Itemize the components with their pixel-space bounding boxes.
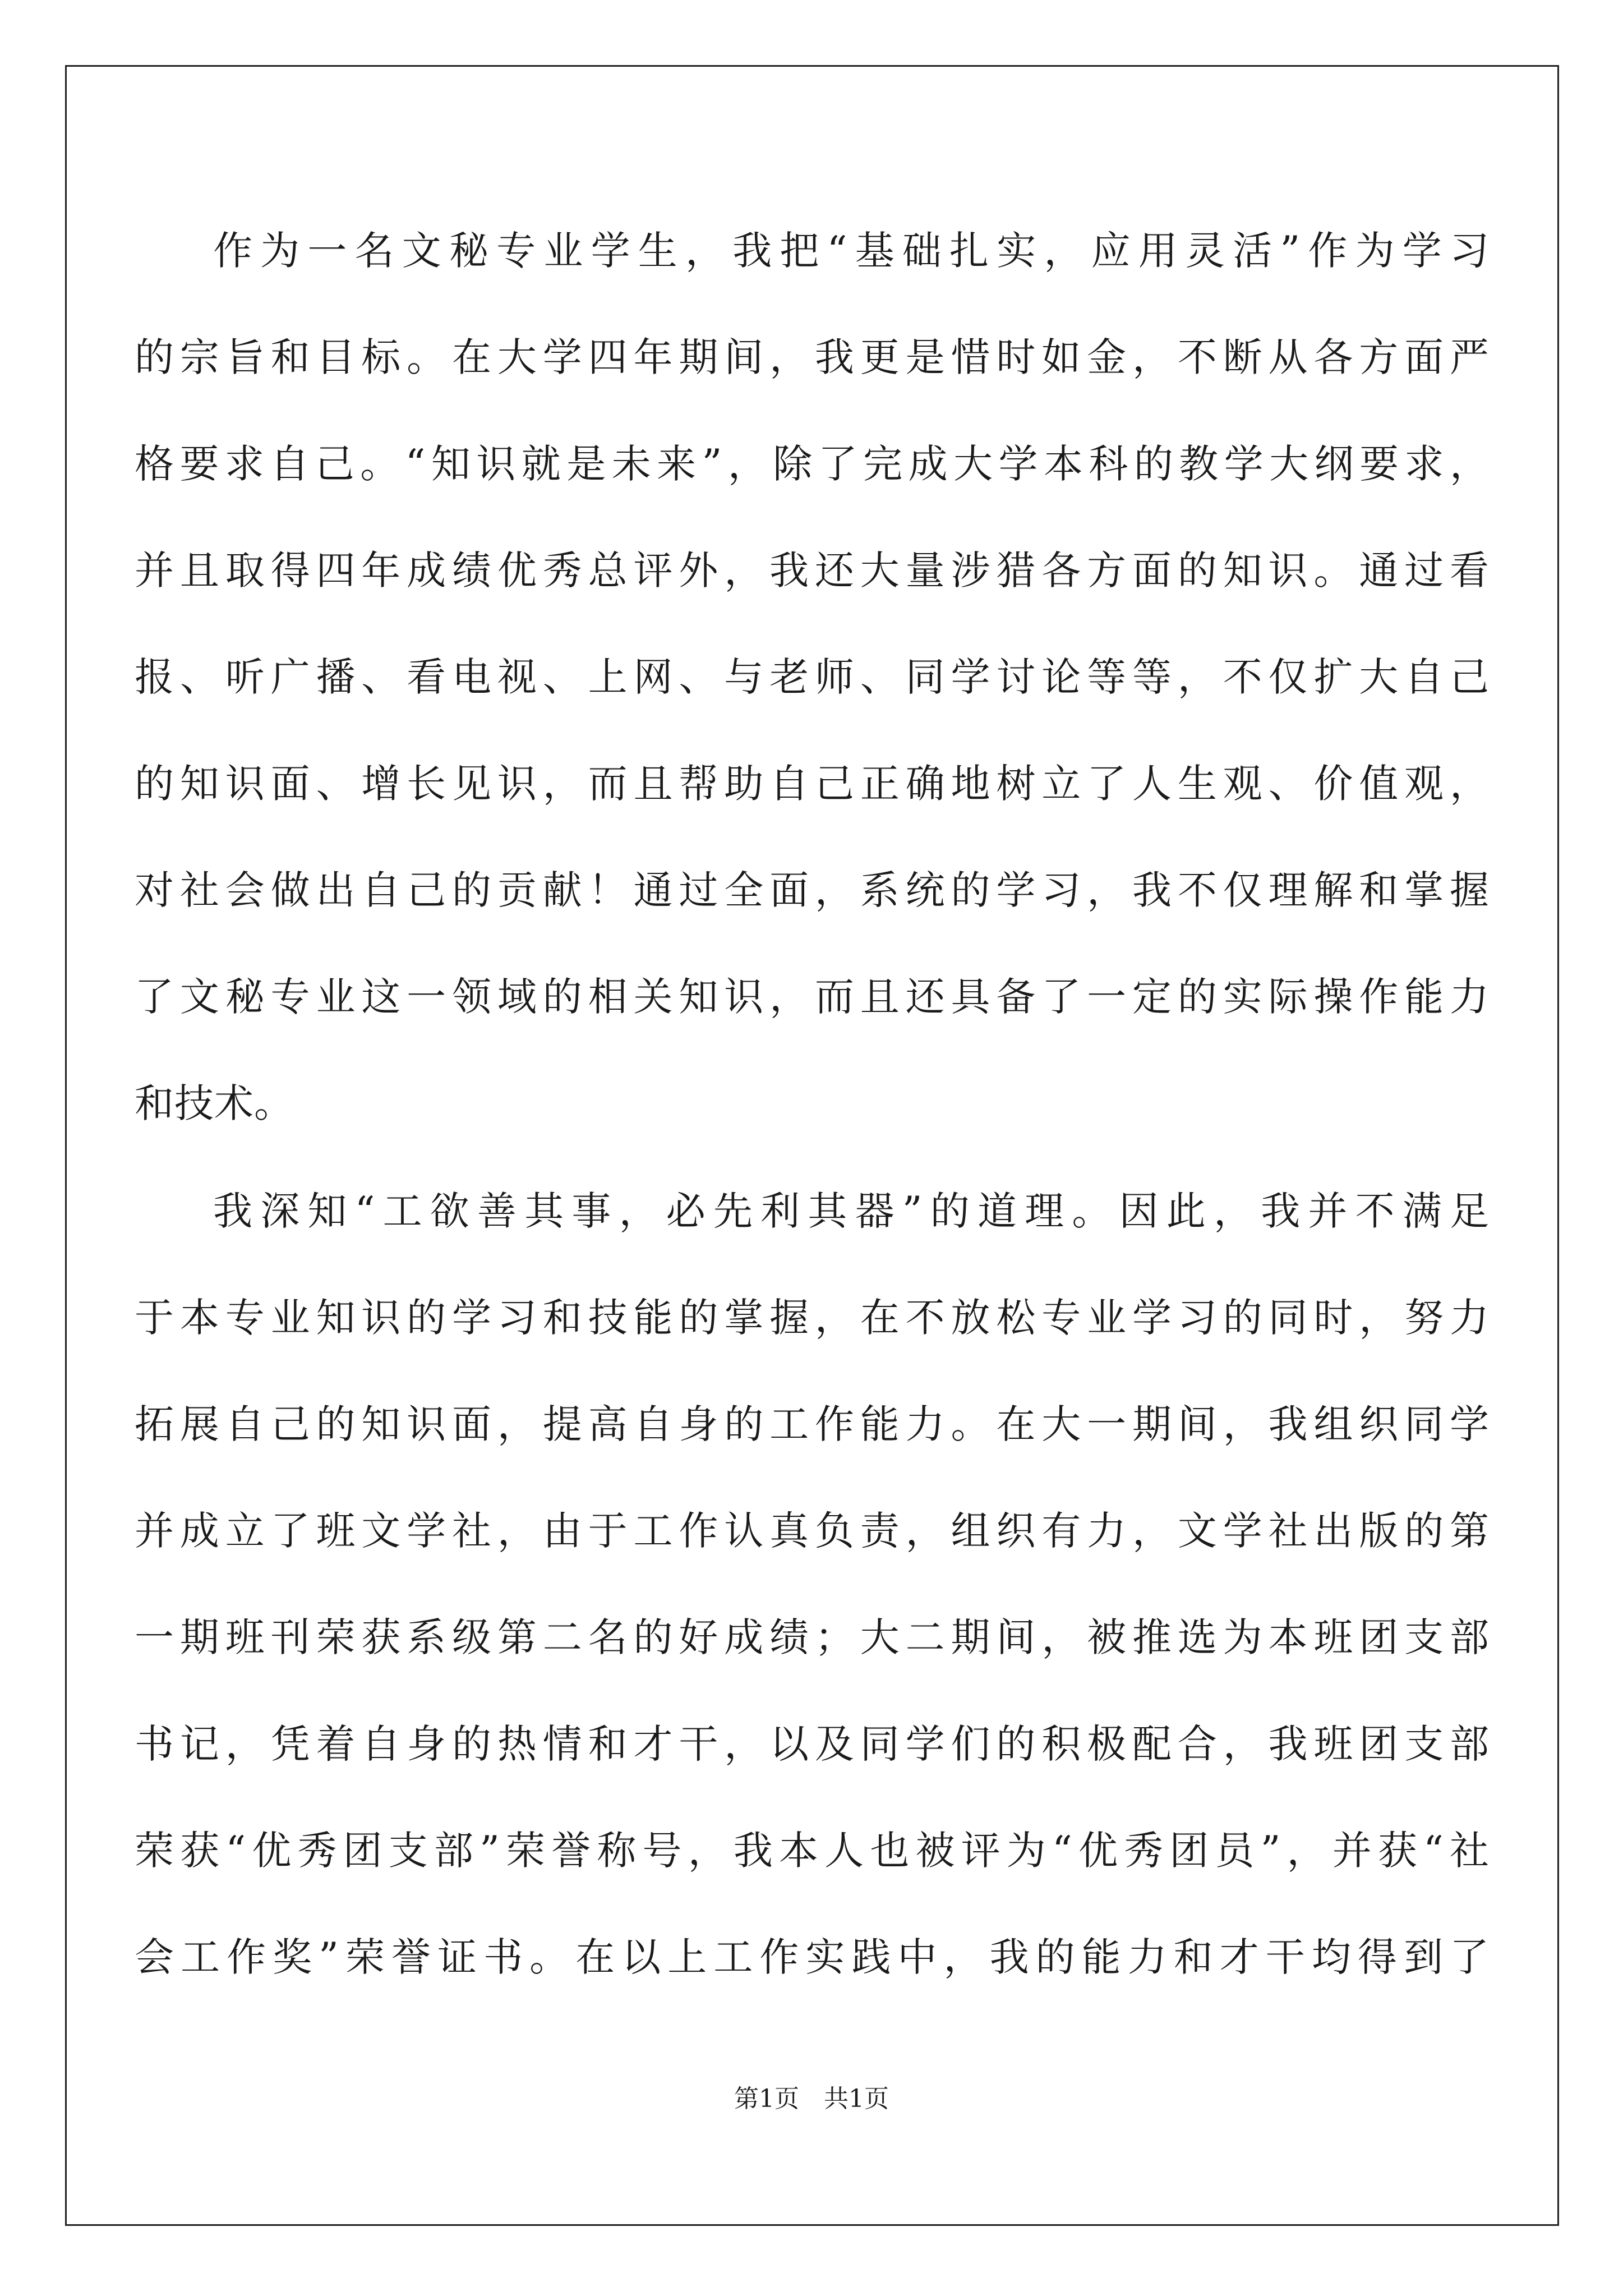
page-footer: 第1页 共1页 <box>734 2085 889 2113</box>
text-line: 一期班刊荣获系级第二名的好成绩；大二期间，被推选为本班团支部 <box>135 1614 1490 1660</box>
text-line: 我深知“工欲善其事，必先利其器”的道理。因此，我并不满足 <box>213 1188 1490 1234</box>
text-line: 的宗旨和目标。在大学四年期间，我更是惜时如金，不断从各方面严 <box>135 334 1490 380</box>
text-line: 并成立了班文学社，由于工作认真负责，组织有力，文学社出版的第 <box>135 1508 1490 1554</box>
text-line: 作为一名文秘专业学生，我把“基础扎实，应用灵活”作为学习 <box>213 228 1490 274</box>
paragraph <box>135 197 1490 1157</box>
text-line: 拓展自己的知识面，提高自身的工作能力。在大一期间，我组织同学 <box>135 1401 1490 1447</box>
text-line: 了文秘专业这一领域的相关知识，而且还具备了一定的实际操作能力 <box>135 974 1490 1020</box>
text-line: 书记，凭着自身的热情和才干，以及同学们的积极配合，我班团支部 <box>135 1721 1490 1767</box>
text-line: 格要求自己。“知识就是未来”，除了完成大学本科的教学大纲要求， <box>135 441 1490 487</box>
text-line: 并且取得四年成绩优秀总评外，我还大量涉猎各方面的知识。通过看 <box>135 547 1490 593</box>
text-line: 于本专业知识的学习和技能的掌握，在不放松专业学习的同时，努力 <box>135 1295 1490 1341</box>
paragraph <box>135 1158 1490 2010</box>
text-line: 报、听广播、看电视、上网、与老师、同学讨论等等，不仅扩大自己 <box>135 654 1490 700</box>
text-line: 会工作奖”荣誉证书。在以上工作实践中，我的能力和才干均得到了 <box>135 1934 1490 1980</box>
text-line: 对社会做出自己的贡献！通过全面，系统的学习，我不仅理解和掌握 <box>135 867 1490 913</box>
text-line: 和技术。 <box>135 1080 294 1126</box>
text-line: 的知识面、增长见识，而且帮助自己正确地树立了人生观、价值观， <box>135 761 1490 807</box>
text-line: 荣获“优秀团支部”荣誉称号，我本人也被评为“优秀团员”，并获“社 <box>135 1828 1490 1874</box>
